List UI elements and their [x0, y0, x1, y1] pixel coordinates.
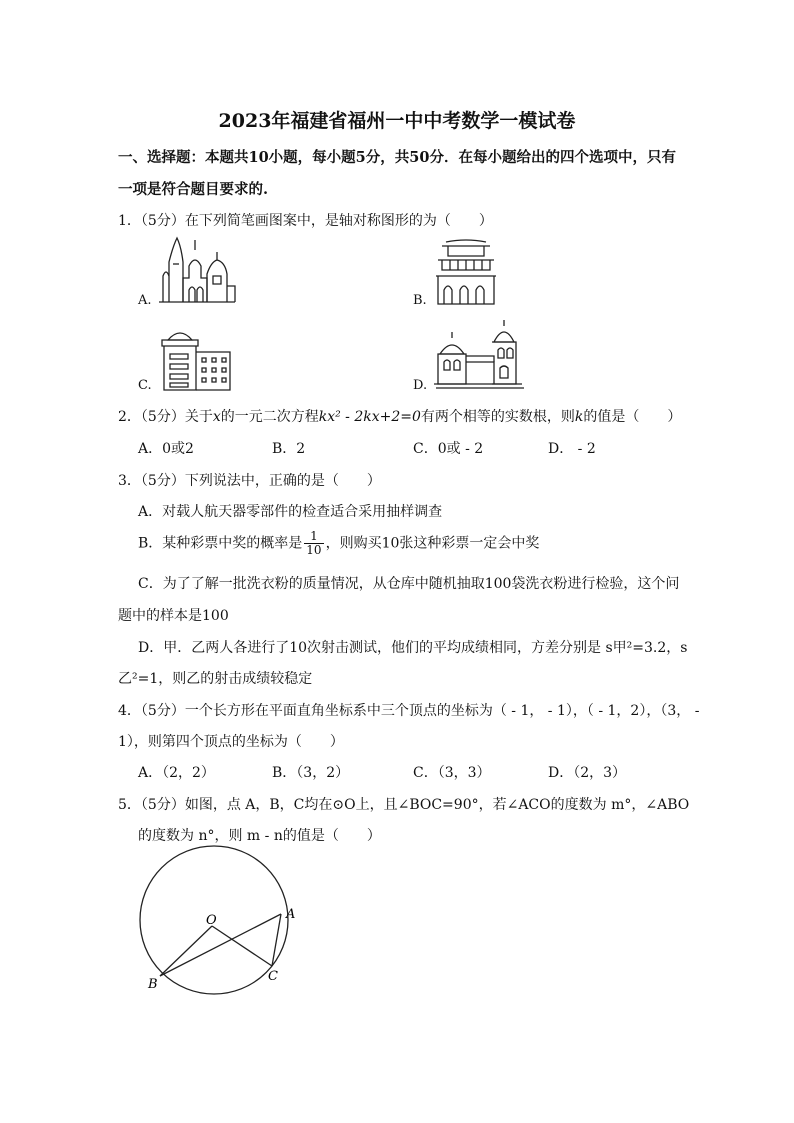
label-a: A: [286, 907, 296, 922]
q2-stem-end: 的值是（ ）: [583, 409, 682, 425]
q2-option-c: C．0或 - 2: [413, 441, 484, 457]
segment-ob: [160, 926, 212, 976]
q2-equation: kx² - 2kx+2=0: [318, 409, 421, 425]
q3-option-c-line2: 题中的样本是100: [118, 608, 229, 624]
q2-stem: [118, 406, 681, 426]
q2-var-x: x: [212, 409, 221, 425]
q3-fraction: [304, 530, 323, 557]
section-heading-line2: 一项是符合题目要求的.: [118, 181, 269, 198]
q5-stem-line1: 5．（5分）如图，点 A，B，C均在⊙O上，且∠BOC=90°，若∠ACO的度数为 m°，∠ABO: [118, 797, 690, 813]
q2-stem-mid: 的一元二次方程: [220, 409, 319, 425]
section-heading-line1: 一、选择题：本题共10小题，每小题5分，共50分．在每小题给出的四个选项中，只有: [118, 149, 676, 166]
segment-oc: [212, 926, 272, 966]
q2-stem-post: 有两个相等的实数根，则: [420, 409, 575, 425]
q2-stem-pre: 2．（5分）关于: [118, 409, 213, 425]
q4-stem-line2: 1），则第四个顶点的坐标为（ ）: [118, 734, 344, 750]
q3-option-d-line2: 乙²=1，则乙的射击成绩较稳定: [118, 671, 313, 687]
q3-option-d-line1: D．甲．乙两人各进行了10次射击测试，他们的平均成绩相同，方差分别是 s甲²=3.2，s: [138, 640, 688, 656]
q1-option-b-label: B.: [413, 293, 427, 308]
q4-option-a: A．（2，2）: [138, 765, 215, 781]
q1-option-d-towers-image: [432, 318, 530, 390]
q3-option-b-post: ，则购买10张这种彩票一定会中奖: [325, 535, 540, 552]
q3-option-b: [138, 530, 539, 557]
q1-option-a-castle-image: [155, 236, 237, 308]
q5-stem-line2: 的度数为 n°，则 m - n的值是（ ）: [138, 828, 381, 844]
q1-option-d-label: D.: [413, 378, 428, 393]
q4-option-d: D．（2，3）: [548, 765, 627, 781]
label-b: B: [148, 977, 158, 992]
q3-stem: 3．（5分）下列说法中，正确的是（ ）: [118, 473, 381, 489]
q5-circle-figure: [130, 840, 310, 1005]
label-c: C: [268, 969, 278, 984]
q2-option-d: D． - 2: [548, 441, 596, 457]
q1-option-c-building-image: [158, 326, 234, 394]
q1-option-a-label: A.: [138, 293, 152, 308]
segment-ac: [272, 914, 281, 966]
q2-option-a: A．0或2: [138, 441, 194, 457]
q2-var-k: k: [574, 409, 584, 425]
label-o: O: [206, 913, 217, 928]
segment-ba: [160, 914, 281, 976]
q3-option-c-line1: C．为了了解一批洗衣粉的质量情况，从仓库中随机抽取100袋洗衣粉进行检验，这个问: [138, 576, 680, 592]
q3-option-b-pre: B．某种彩票中奖的概率是: [138, 535, 303, 552]
q3-fraction-numerator: 1: [304, 530, 323, 544]
q1-option-c-label: C.: [138, 378, 152, 393]
q3-fraction-denominator: 10: [306, 543, 322, 557]
q4-option-b: B．（3，2）: [272, 765, 350, 781]
page-title: 2023年福建省福州一中中考数学一模试卷: [218, 110, 576, 132]
q4-option-c: C．（3，3）: [413, 765, 491, 781]
q2-option-b: B．2: [272, 441, 306, 457]
q3-option-a: A．对载人航天器零部件的检查适合采用抽样调查: [138, 504, 443, 520]
q4-stem-line1: 4．（5分）一个长方形在平面直角坐标系中三个顶点的坐标为（ - 1， - 1），（ - 1，2），（3， -: [118, 703, 700, 719]
q1-stem: 1．（5分）在下列简笔画图案中，是轴对称图形的为（ ）: [118, 213, 493, 229]
q1-option-b-pavilion-image: [432, 238, 500, 308]
